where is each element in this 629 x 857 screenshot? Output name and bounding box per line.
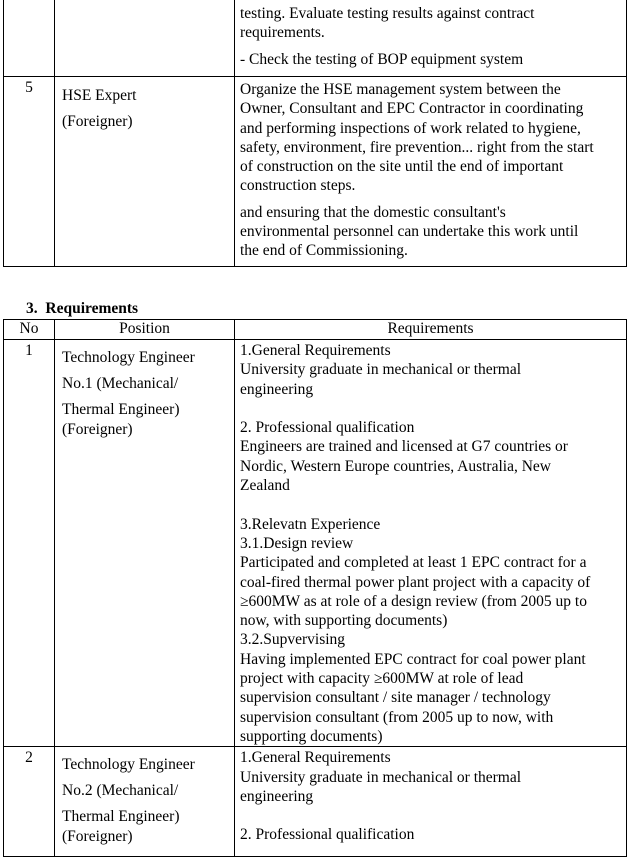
requirement-line: University graduate in mechanical or thermal [240, 768, 522, 786]
position-line: No.2 (Mechanical/ [62, 782, 179, 800]
duty-paragraph: testing. Evaluate testing results against contract requirements. [240, 5, 535, 42]
requirement-line: Participated and completed at least 1 EPC contract for a [240, 554, 587, 572]
requirement-line: ≥600MW as at role of a design review (from 2005 up to [240, 592, 587, 610]
requirement-line: 1.General Requirements [240, 342, 391, 359]
row-number-cell [4, 77, 55, 267]
section-title: Requirements [45, 300, 139, 317]
section-heading [26, 300, 138, 318]
requirement-line: Zealand [240, 477, 290, 495]
position-line: Technology Engineer [62, 756, 195, 774]
row-number-cell [4, 747, 55, 857]
section-number: 3. [26, 300, 38, 317]
requirement-line: Nordic, Western Europe countries, Australia, New [240, 457, 551, 475]
position-line: Thermal Engineer) [62, 401, 180, 418]
row-number: 5 [25, 79, 33, 96]
requirement-line: coal-fired thermal power plant project with a capacity of [240, 573, 591, 591]
requirement-line: Engineers are trained and licensed at G7 countries or [240, 438, 568, 456]
position-line: Thermal Engineer) [62, 808, 180, 826]
requirement-line: supervision consultant (from 2005 up to now, with [240, 708, 554, 726]
position-title: HSE Expert [62, 87, 137, 104]
table-row [4, 340, 627, 747]
position-cell [55, 747, 235, 857]
requirement-line: supervision consultant / site manager / technology [240, 689, 551, 707]
table-header-row [4, 320, 627, 340]
requirement-line: University graduate in mechanical or thermal [240, 361, 522, 379]
requirement-line: 3.2.Supvervising [240, 631, 346, 649]
row-number-cell [4, 340, 55, 747]
position-line: No.1 (Mechanical/ [62, 375, 179, 392]
duty-paragraph: Organize the HSE management system between the Owner, Consultant and EPC Contractor in coordinating and performing inspections of work related to hygiene, safety, environment, fire prevention... right from the start of construction on the site until the end of important construction steps. [240, 81, 594, 195]
position-cell [55, 0, 235, 77]
table-row [4, 77, 627, 267]
hse-table [3, 0, 627, 267]
requirement-line: supporting documents) [240, 727, 383, 745]
requirement-line: 2. Professional qualification [240, 826, 415, 844]
requirement-line [240, 495, 626, 514]
requirements-cell [235, 77, 627, 267]
requirements-cell [235, 340, 627, 747]
requirement-line [240, 806, 626, 825]
position-cell [55, 340, 235, 747]
requirement-line: project with capacity ≥600MW at role of lead [240, 670, 524, 688]
row-number: 2 [25, 749, 33, 767]
duty-paragraph: and ensuring that the domestic consultant's environmental personnel can undertake this work until the end of Commissioning. [240, 203, 579, 260]
requirement-line: 2. Professional qualification [240, 419, 415, 437]
table-row [4, 747, 627, 857]
position-line: (Foreigner) [62, 828, 133, 846]
requirement-line: 1.General Requirements [240, 749, 391, 767]
requirement-line: now, with supporting documents) [240, 612, 448, 630]
requirement-line: engineering [240, 787, 314, 805]
header-no: No [4, 320, 55, 340]
requirements-table [3, 319, 627, 857]
position-origin: (Foreigner) [62, 113, 133, 130]
header-requirements: Requirements [235, 320, 627, 340]
position-line: Technology Engineer [62, 349, 195, 366]
position-line: (Foreigner) [62, 421, 133, 438]
requirements-cell [235, 0, 627, 77]
row-number-cell [4, 0, 55, 77]
requirement-line: engineering [240, 380, 314, 398]
requirement-line: Having implemented EPC contract for coal power plant [240, 650, 586, 668]
table-row [4, 0, 627, 77]
row-number: 1 [25, 342, 33, 359]
header-position: Position [55, 320, 235, 340]
requirements-cell [235, 747, 627, 857]
requirement-line [240, 399, 626, 418]
position-cell [55, 77, 235, 267]
duty-paragraph: - Check the testing of BOP equipment system [240, 50, 524, 68]
requirement-line: 3.Relevatn Experience [240, 515, 381, 533]
requirement-line: 3.1.Design review [240, 534, 354, 552]
